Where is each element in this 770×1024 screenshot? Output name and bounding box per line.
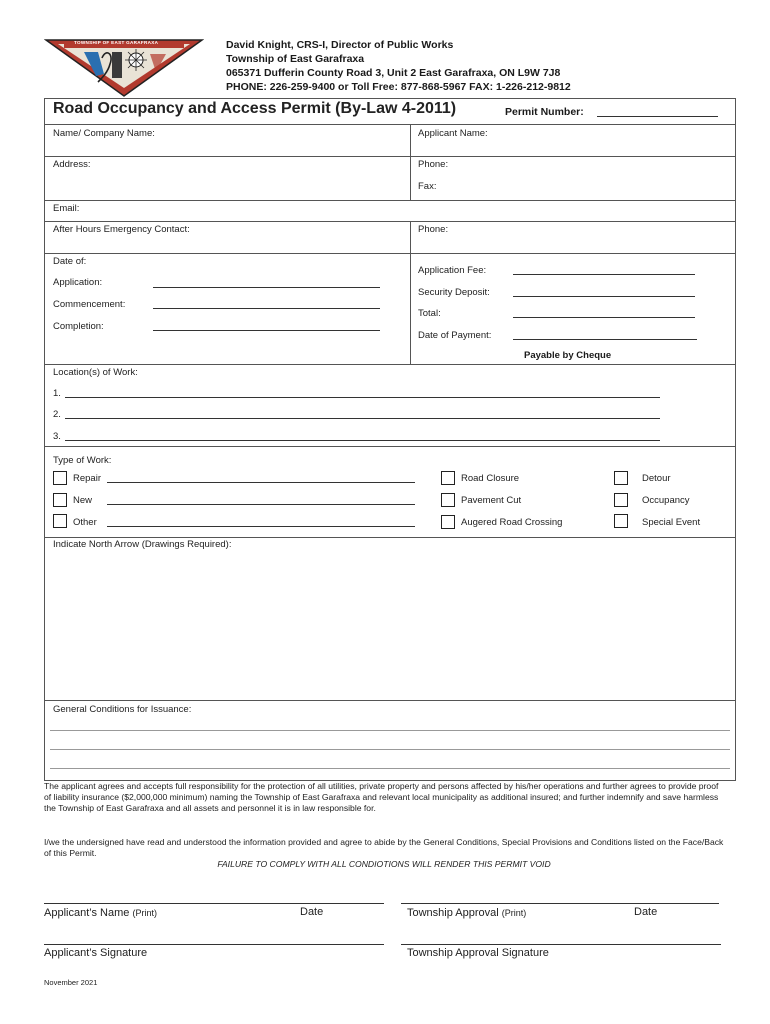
header-phone: PHONE: 226-259-9400 or Toll Free: 877-868-5967 FAX: 1-226-212-9812 [226, 81, 571, 93]
repair-label: Repair [73, 473, 101, 484]
logo-lettering: TOWNSHIP OF EAST GARAFRAXA [74, 40, 159, 45]
rule [44, 537, 736, 538]
rule [44, 156, 736, 157]
header-township: Township of East Garafraxa [226, 53, 365, 65]
applicant-name-text: Applicant’s Name [44, 907, 130, 919]
emergency-phone-label: Phone: [418, 224, 449, 235]
applicant-date-label: Date [300, 906, 324, 918]
location-1-number: 1. [53, 388, 61, 399]
detour-label: Detour [642, 473, 671, 484]
augered-road-crossing-label: Augered Road Crossing [461, 517, 563, 528]
rule [44, 221, 736, 222]
applicant-name-label: Applicant Name: [418, 128, 488, 139]
date-of-label: Date of: [53, 256, 87, 267]
phone-label: Phone: [418, 159, 449, 170]
application-date-label: Application: [53, 277, 103, 288]
liability-paragraph: The applicant agrees and accepts full responsibility for the protection of all utilities, private property and persons affected by his/her operations and further agrees to provide proof of liability insurance ($2,000,000 minimum) naming the Township of East Garafraxa and relevant local municipality as additional insured; and further indemnify and save harmless the Township of East Garafraxa and all assets and personnel it is in law responsible for. [44, 781, 719, 813]
township-signature-line[interactable] [401, 944, 721, 945]
north-arrow-label: Indicate North Arrow (Drawings Required): [53, 539, 232, 550]
rule [44, 364, 736, 365]
address-label: Address: [53, 159, 91, 170]
repair-checkbox[interactable] [53, 471, 67, 485]
column-divider [410, 124, 411, 200]
completion-date-field[interactable] [153, 330, 380, 331]
email-label: Email: [53, 203, 80, 214]
township-approval-text: Township Approval [407, 907, 499, 919]
applicant-signature-label: Applicant’s Signature [44, 947, 148, 959]
commencement-date-label: Commencement: [53, 299, 126, 310]
applicant-signature-line[interactable] [44, 944, 384, 945]
commencement-date-field[interactable] [153, 308, 380, 309]
column-divider [410, 253, 411, 364]
fax-label: Fax: [418, 181, 437, 192]
detour-checkbox[interactable] [614, 471, 628, 485]
township-date-label: Date [634, 906, 658, 918]
other-field[interactable] [107, 526, 415, 527]
township-approval-print-label [407, 907, 526, 919]
special-event-checkbox[interactable] [614, 514, 628, 528]
logo-graphic [44, 38, 204, 98]
total-field[interactable] [513, 317, 695, 318]
rule [44, 124, 736, 125]
header-address: 065371 Dufferin County Road 3, Unit 2 East Garafraxa, ON L9W 7J8 [226, 67, 561, 79]
occupancy-label: Occupancy [642, 495, 690, 506]
security-deposit-label: Security Deposit: [418, 287, 490, 298]
applicant-name-signature-line[interactable] [44, 903, 384, 904]
revision-date: November 2021 [44, 978, 98, 987]
conditions-line-1[interactable] [50, 730, 730, 731]
other-checkbox[interactable] [53, 514, 67, 528]
application-date-field[interactable] [153, 287, 380, 288]
location-2-field[interactable] [65, 418, 660, 419]
drawing-area[interactable] [45, 552, 735, 698]
other-label: Other [73, 517, 97, 528]
township-signature-label: Township Approval Signature [407, 947, 549, 959]
pavement-cut-label: Pavement Cut [461, 495, 522, 506]
rule [44, 200, 736, 201]
special-event-label: Special Event [642, 517, 701, 528]
occupancy-checkbox[interactable] [614, 493, 628, 507]
completion-date-label: Completion: [53, 321, 104, 332]
name-company-label: Name/ Company Name: [53, 128, 155, 139]
rule [44, 253, 736, 254]
date-of-payment-field[interactable] [513, 339, 697, 340]
print-note: (Print) [132, 908, 157, 918]
new-label: New [73, 495, 93, 506]
application-fee-field[interactable] [513, 274, 695, 275]
column-divider [410, 221, 411, 253]
location-3-field[interactable] [65, 440, 660, 441]
general-conditions-label: General Conditions for Issuance: [53, 704, 192, 715]
rule [44, 446, 736, 447]
augered-road-crossing-checkbox[interactable] [441, 515, 455, 529]
form-title: Road Occupancy and Access Permit (By-Law 4-2011) [53, 100, 457, 117]
repair-field[interactable] [107, 482, 415, 483]
road-closure-checkbox[interactable] [441, 471, 455, 485]
pavement-cut-checkbox[interactable] [441, 493, 455, 507]
application-fee-label: Application Fee: [418, 265, 487, 276]
township-logo [44, 38, 204, 98]
new-field[interactable] [107, 504, 415, 505]
rule [44, 700, 736, 701]
total-label: Total: [418, 308, 441, 319]
security-deposit-field[interactable] [513, 296, 695, 297]
type-of-work-label: Type of Work: [53, 455, 112, 466]
date-of-payment-label: Date of Payment: [418, 330, 492, 341]
void-warning: FAILURE TO COMPLY WITH ALL CONDIOTIONS WILL RENDER THIS PERMIT VOID [217, 859, 551, 869]
location-1-field[interactable] [65, 397, 660, 398]
locations-label: Location(s) of Work: [53, 367, 138, 378]
permit-number-field[interactable] [597, 116, 718, 117]
print-note-2: (Print) [501, 908, 527, 918]
after-hours-contact-label: After Hours Emergency Contact: [53, 224, 190, 235]
location-3-number: 3. [53, 431, 61, 442]
header-director: David Knight, CRS-I, Director of Public Works [226, 39, 454, 51]
applicant-name-print-label [44, 907, 157, 919]
permit-number-label: Permit Number: [505, 106, 584, 118]
agreement-paragraph: I/we the undersigned have read and understood the information provided and agree to abide by the General Conditions, Special Provisions and Conditions listed on the Face/Back of this Permit. [44, 837, 724, 858]
road-closure-label: Road Closure [461, 473, 520, 484]
conditions-line-2[interactable] [50, 749, 730, 750]
location-2-number: 2. [53, 409, 61, 420]
new-checkbox[interactable] [53, 493, 67, 507]
payable-by-cheque: Payable by Cheque [524, 350, 612, 361]
township-approval-line[interactable] [401, 903, 719, 904]
conditions-line-3[interactable] [50, 768, 730, 769]
